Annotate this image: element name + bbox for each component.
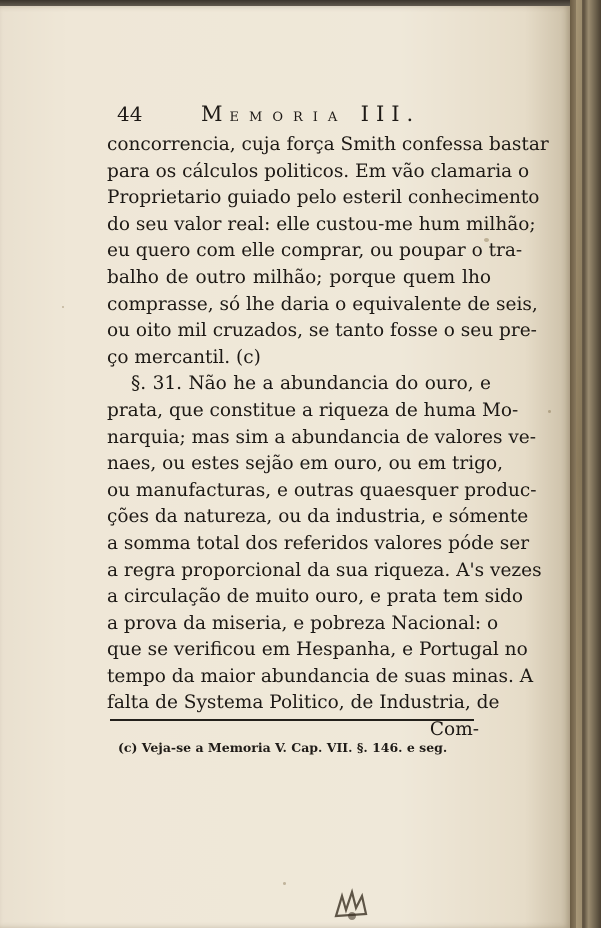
text-line: ou manufacturas, e outras quaesquer produc- [107, 479, 537, 501]
body-text [107, 132, 549, 744]
text-line: narquia; mas sim a abundancia de valores ve- [107, 426, 536, 448]
text-line: Proprietario guiado pelo esteril conhecimento [107, 187, 540, 209]
text-line: a regra proporcional da sua riqueza. A's vezes [107, 559, 542, 581]
paragraph-start-line: §. 31. Não he a abundancia do ouro, e [131, 373, 491, 395]
paper-speck [62, 306, 64, 308]
text-line: eu quero com elle comprar, ou poupar o tra- [107, 240, 523, 262]
book-spine-edge [570, 0, 601, 928]
footnote: (c) Veja-se a Memoria V. Cap. VII. §. 146. e seg. [118, 740, 448, 755]
running-title-number: III. [360, 102, 421, 126]
running-title-rest: EMORIA [229, 110, 348, 125]
spine-stripe [576, 0, 582, 928]
text-line: ço mercantil. (c) [107, 346, 261, 368]
text-line: a somma total dos referidos valores póde ser [107, 532, 530, 554]
text-line: ou oito mil cruzados, se tanto fosse o seu pre- [107, 320, 537, 342]
text-line: do seu valor real: elle custou-me hum milhão; [107, 213, 536, 235]
running-title [201, 102, 420, 126]
paper-speck [283, 882, 286, 885]
text-line: a circulação de muito ouro, e prata tem sido [107, 586, 524, 608]
text-line: que se verificou em Hespanha, e Portugal no [107, 639, 528, 661]
book-page [0, 6, 570, 928]
text-line: ções da natureza, ou da industria, e sómente [107, 506, 529, 528]
text-line: balho de outro milhão; porque quem lho [107, 266, 491, 288]
text-line: a prova da miseria, e pobreza Nacional: o [107, 612, 499, 634]
text-line: para os cálculos politicos. Em vão clamaria o [107, 160, 530, 182]
running-title-initial: M [201, 102, 230, 126]
footnote-rule [110, 719, 474, 721]
text-line: falta de Systema Politico, de Industria, de [107, 692, 500, 714]
text-line: tempo da maior abundancia de suas minas. A [107, 665, 534, 687]
text-line: comprasse, só lhe daria o equivalente de seis, [107, 293, 538, 315]
ink-stain [330, 886, 374, 924]
text-line: naes, ou estes sejão em ouro, ou em trigo, [107, 453, 504, 475]
page-number: 44 [117, 102, 143, 126]
text-line: prata, que constitue a riqueza de huma Mo- [107, 399, 519, 421]
running-header [117, 102, 477, 132]
catchword: Com- [429, 719, 479, 741]
paper-speck [548, 410, 551, 413]
text-line: concorrencia, cuja força Smith confessa bastar [107, 134, 549, 155]
